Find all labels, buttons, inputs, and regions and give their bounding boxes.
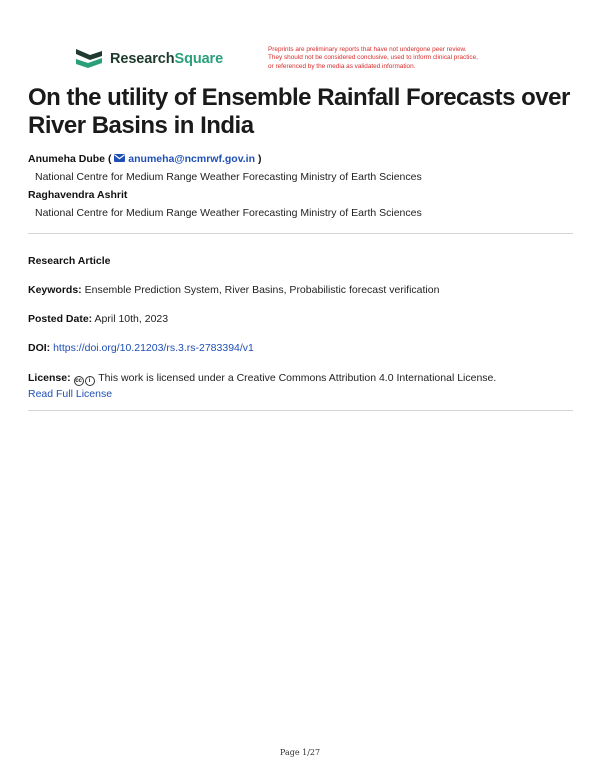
disclaimer-line: They should not be considered conclusive, used to inform clinical practice, xyxy=(268,54,478,62)
research-square-logo[interactable] xyxy=(74,46,223,72)
author-name: Anumeha Dube xyxy=(28,153,106,165)
page-number: Page 1/27 xyxy=(279,748,321,757)
logo-text: ResearchSquare xyxy=(110,51,224,67)
license-text: This work is licensed under a Creative Commons Attribution 4.0 International License. xyxy=(98,372,497,384)
doi: DOI: https://doi.org/10.21203/rs.3.rs-2783394/v1 xyxy=(28,342,254,354)
cc-icon: cc xyxy=(75,378,82,384)
paper-title: On the utility of Ensemble Rainfall Forecasts over River Basins in India xyxy=(28,84,570,139)
envelope-icon xyxy=(114,154,125,162)
keywords: Keywords: Ensemble Prediction System, River Basins, Probabilistic forecast verification xyxy=(28,284,440,296)
license: License: cc i This work is licensed under a Creative Commons Attribution 4.0 International License. xyxy=(28,372,497,384)
cc-by-icon: i xyxy=(85,376,95,386)
author-affiliation: National Centre for Medium Range Weather Forecasting Ministry of Earth Sciences xyxy=(35,171,422,183)
research-square-logo-icon xyxy=(74,46,104,72)
doi-link[interactable]: https://doi.org/10.21203/rs.3.rs-2783394/v1 xyxy=(53,342,254,354)
disclaimer-line: or referenced by the media as validated information. xyxy=(268,62,416,70)
author-1: Anumeha Dube ( anumeha@ncmrwf.gov.in ) xyxy=(28,153,262,165)
divider xyxy=(28,410,573,411)
posted-date: Posted Date: April 10th, 2023 xyxy=(28,313,169,325)
read-full-license xyxy=(28,388,112,400)
author-affiliation: National Centre for Medium Range Weather Forecasting Ministry of Earth Sciences xyxy=(35,207,422,219)
divider xyxy=(28,233,573,234)
author-2: Raghavendra Ashrit xyxy=(28,189,128,201)
disclaimer-line: Preprints are preliminary reports that have not undergone peer review. xyxy=(268,46,467,53)
preprint-disclaimer xyxy=(268,46,538,71)
author-email-link[interactable]: anumeha@ncmrwf.gov.in xyxy=(114,153,258,165)
read-license-link[interactable]: Read Full License xyxy=(28,388,113,400)
article-type: Research Article xyxy=(28,255,111,267)
